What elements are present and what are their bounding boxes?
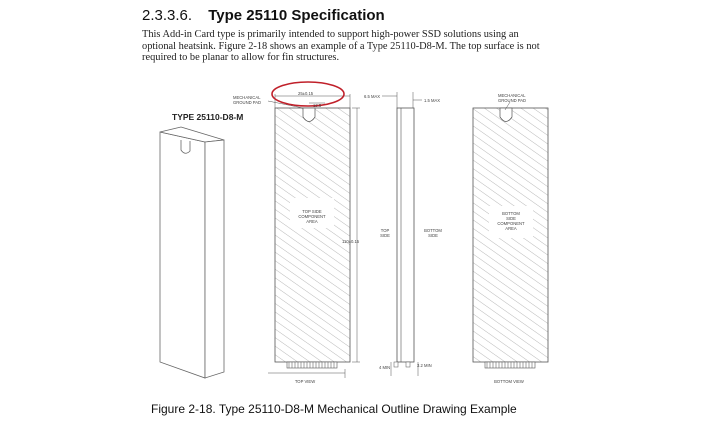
side-bottom-label-2: SIDE (428, 233, 438, 238)
top-component-label-3: AREA (306, 219, 318, 224)
card-type-label: TYPE 25110-D8-M (172, 112, 244, 122)
figure-caption: Figure 2-18. Type 25110-D8-M Mechanical Outline Drawing Example (151, 402, 517, 416)
max-65-label: 6.5 MAX (364, 94, 381, 99)
bottom-component-label-4: AREA (505, 226, 517, 231)
side-top-label-1: TOP (380, 228, 390, 233)
intro-paragraph: This Add-in Card type is primarily intended to support high-power SSD solutions using an optional heatsink. Figure 2-18 shows an example of a Type 25110-D8-M. The top surface is not required to be planar to allow for fin structures. (142, 29, 540, 64)
card-3d-face (160, 132, 205, 378)
card-3d-notch (181, 140, 190, 153)
length-dimension-label: 110±0.15 (342, 239, 360, 244)
top-view (268, 82, 360, 378)
bottom-connector (485, 362, 535, 368)
bottom-component-label-2: SIDE (506, 216, 516, 221)
width-dimension-label: 25±0.15 (298, 91, 314, 96)
section-number: 2.3.3.6. (142, 7, 193, 24)
notch-dimension-label: 12.5 (313, 103, 322, 108)
max-15-label: 1.5 MAX (424, 98, 441, 103)
min-4-label: 4 MIN (379, 365, 391, 370)
min-32-label: 3.2 MIN (417, 363, 432, 368)
bottom-mech-pad-label-2: GROUND PAD (498, 98, 527, 103)
bottom-notch (500, 108, 512, 122)
side-top-label-2: SIDE (380, 233, 390, 238)
side-bottom-label-1: BOTTOM (424, 228, 442, 233)
bottom-component-label-1: BOTTOM (502, 211, 520, 216)
top-notch (303, 108, 315, 122)
bottom-component-label-3: COMPONENT (497, 221, 525, 226)
top-connector (287, 362, 337, 368)
card-3d-view (160, 127, 224, 378)
top-component-label-2: COMPONENT (298, 214, 326, 219)
bottom-view-label: BOTTOM VIEW (494, 379, 524, 384)
section-title: Type 25110 Specification (208, 7, 385, 24)
top-view-label: TOP VIEW (294, 379, 316, 384)
mech-ground-pad-label-2: GROUND PAD (233, 100, 262, 105)
card-3d-side (205, 140, 224, 378)
top-component-label-1: TOP SIDE (302, 209, 322, 214)
side-pcb (397, 108, 414, 362)
mech-ground-pad-label-1: MECHANICAL (233, 95, 261, 100)
bottom-mech-pad-label-1: MECHANICAL (498, 93, 526, 98)
top-view-outline (275, 108, 350, 362)
bottom-view (473, 102, 548, 368)
